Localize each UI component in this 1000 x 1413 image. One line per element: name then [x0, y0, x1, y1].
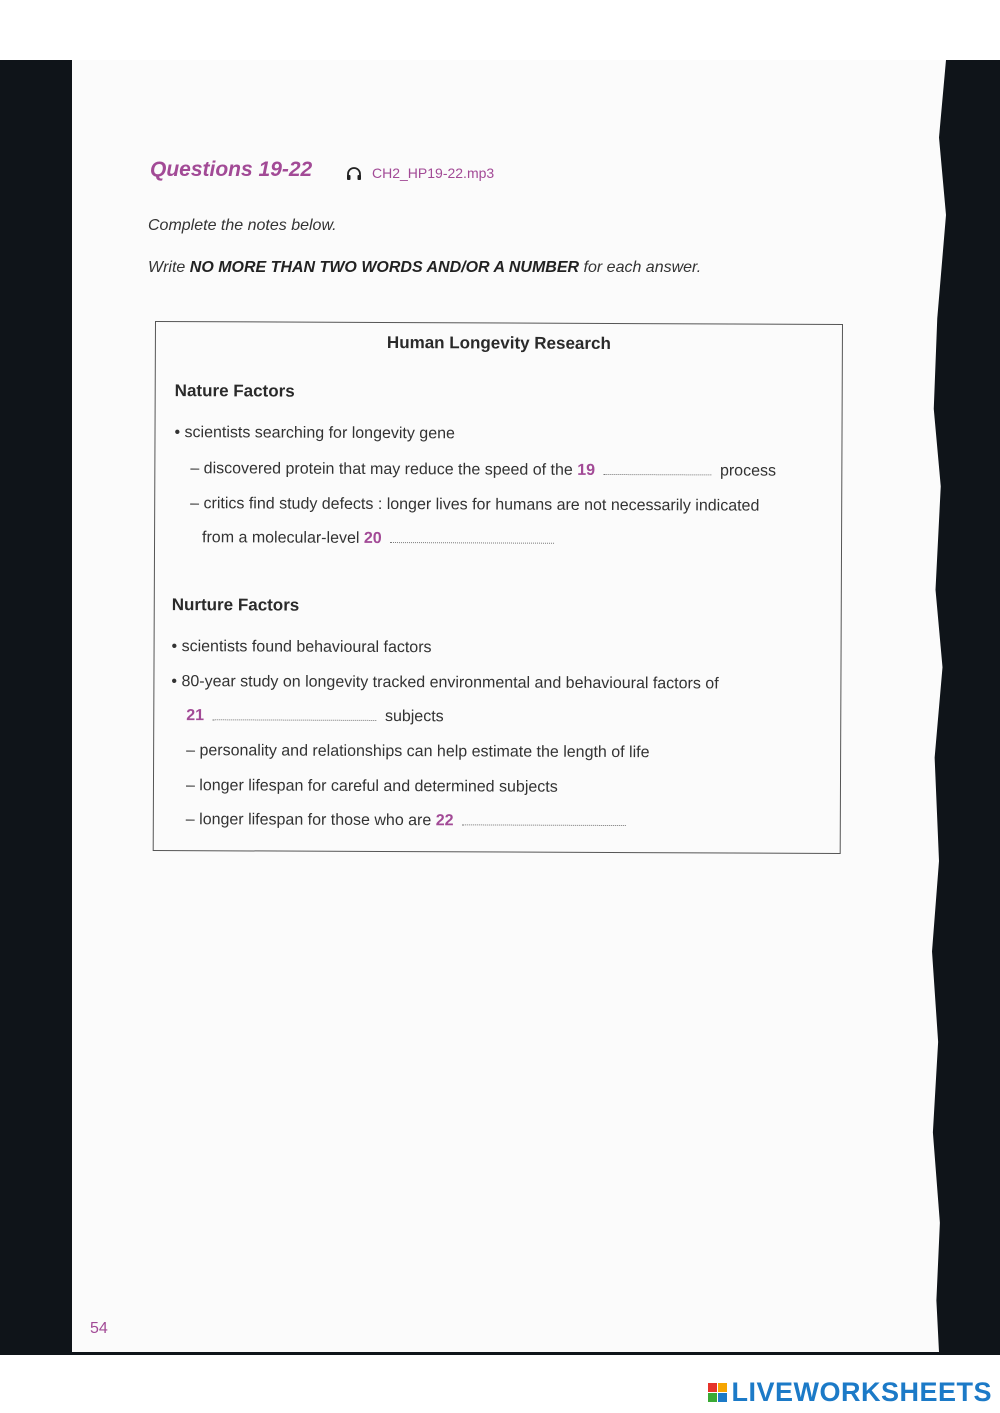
- answer-blank-19[interactable]: [604, 462, 712, 475]
- liveworksheets-icon: [708, 1383, 727, 1402]
- notes-title: Human Longevity Research: [386, 333, 611, 353]
- bullet-icon: •: [171, 673, 182, 691]
- audio-filename: CH2_HP19-22.mp3: [372, 165, 495, 181]
- answer-blank-21[interactable]: [213, 707, 377, 721]
- nature-bullet-gene: • scientists searching for longevity gene: [174, 424, 455, 443]
- nurture-sub-personality: – personality and relationships can help estimate the length of life: [186, 742, 650, 762]
- question-number-20: 20: [363, 529, 382, 547]
- nurture-sub-those-who: – longer lifespan for those who are 22: [186, 811, 630, 831]
- question-number-19: 19: [577, 461, 596, 479]
- nurture-sub-careful: – longer lifespan for careful and determined subjects: [185, 777, 558, 796]
- questions-title: Questions 19-22: [150, 158, 313, 181]
- nurture-bullet-behavioural: • scientists found behavioural factors: [171, 638, 432, 657]
- question-number-21: 21: [186, 707, 205, 725]
- answer-blank-22[interactable]: [462, 812, 626, 826]
- bullet-icon: •: [171, 638, 182, 656]
- nature-sub-molecular: from a molecular-level 20: [202, 529, 558, 549]
- nature-sub-protein: – discovered protein that may reduce the speed of the 19 process: [190, 460, 777, 480]
- nurture-bullet-study: • 80-year study on longevity tracked environmental and behavioural factors of: [171, 673, 719, 693]
- audio-track[interactable]: [346, 165, 494, 181]
- nature-heading: Nature Factors: [174, 381, 295, 401]
- nurture-subjects: 21 subjects: [186, 707, 444, 726]
- word-limit-emphasis: NO MORE THAN TWO WORDS AND/OR A NUMBER: [189, 259, 580, 276]
- nurture-heading: Nurture Factors: [171, 595, 300, 615]
- instruction-complete: Complete the notes below.: [148, 217, 337, 234]
- page-number: 54: [90, 1320, 108, 1337]
- instruction-word-limit: Write NO MORE THAN TWO WORDS AND/OR A NUMBER for each answer.: [148, 259, 702, 276]
- brand-name: LIVEWORKSHEETS: [731, 1377, 992, 1407]
- liveworksheets-logo[interactable]: [708, 1377, 992, 1408]
- answer-blank-20[interactable]: [390, 530, 554, 544]
- headphones-icon: [346, 166, 362, 181]
- bullet-icon: •: [174, 424, 185, 442]
- nature-sub-critics: – critics find study defects : longer lives for humans are not necessarily indicated: [190, 495, 760, 515]
- question-number-22: 22: [435, 812, 454, 830]
- notes-box: [153, 321, 843, 854]
